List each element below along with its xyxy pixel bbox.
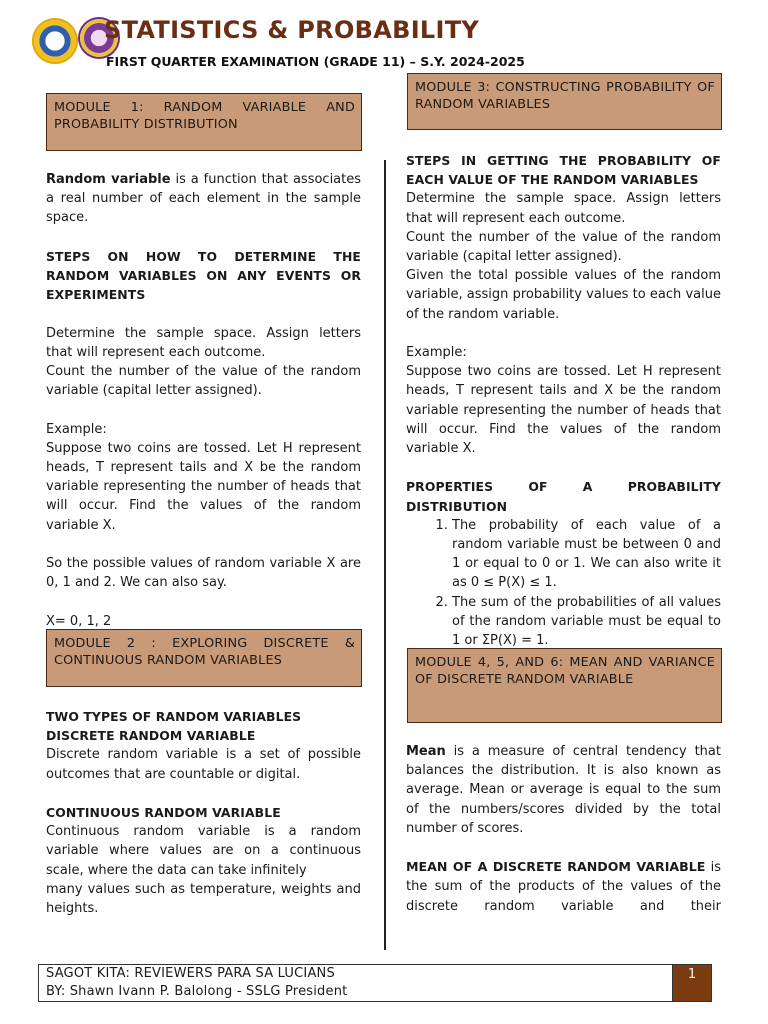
right-column-bottom [406,742,721,916]
footer-line-1: SAGOT KITA: REVIEWERS PARA SA LUCIANS [46,966,335,981]
right-step-1: Determine the sample space. Assign letters that will represent each outcome. [406,191,721,226]
mean-definition: Mean is a measure of central tendency that balances the distribution. It is also known as average. Mean or average is equal to the sum of the numbers/scores divided by the total number of scores. [406,744,721,836]
page-title: STATISTICS & PROBABILITY [104,16,480,44]
module1-title: MODULE 1: RANDOM VARIABLE AND PROBABILITY DISTRIBUTION [54,100,355,132]
steps-heading-right: STEPS IN GETTING THE PROBABILITY OF EACH VALUE OF THE RANDOM VARIABLES [406,153,721,188]
two-types-heading: TWO TYPES OF RANDOM VARIABLES [46,709,302,724]
properties-heading: PROPERTIES OF A PROBABILITY DISTRIBUTION [406,479,721,514]
right-column-top [406,151,721,650]
footer-line-2: BY: Shawn Ivann P. Balolong - SSLG President [46,984,348,999]
left-example-label: Example: [46,421,107,437]
left-column-bottom [46,707,361,918]
right-step-3: Given the total possible values of the random variable, assign probability values to each value of the random variable. [406,268,721,322]
random-variable-term: Random variable [46,172,171,187]
left-column-top [46,170,361,631]
discrete-text: Discrete random variable is a set of possible outcomes that are countable or digital. [46,747,361,782]
module456-title: MODULE 4, 5, AND 6: MEAN AND VARIANCE OF DISCRETE RANDOM VARIABLE [415,655,715,687]
continuous-text-b: many values such as temperature, weights and heights. [46,881,361,917]
left-step-1: Determine the sample space. Assign letters that will represent each outcome. [46,325,361,360]
left-example-text: Suppose two coins are tossed. Let H represent heads, T represent tails and X be the random variable representing the number of heads that will occur. Find the values of the random variable X. [46,440,361,533]
school-seal-logo [34,20,76,62]
property-1: 1. The probability of each value of a random variable must be between 0 and 1 or equal to 0 or 1. We can also write it as 0 ≤ P(X) ≤ 1. [452,516,721,593]
right-step-2: Count the number of the value of the random variable (capital letter assigned). [406,229,721,265]
module2-box [46,629,362,687]
random-variable-definition: Random variable is a function that associates a real number of each element in the sample space. [46,172,362,226]
footer [38,964,712,1002]
module3-box [407,73,722,130]
mean-term: Mean [406,744,446,759]
module456-box [407,648,722,723]
properties-list [406,516,721,650]
steps-heading-left: STEPS ON HOW TO DETERMINE THE RANDOM VARIABLES ON ANY EVENTS OR EXPERIMENTS [46,248,361,303]
module2-title: MODULE 2 : EXPLORING DISCRETE & CONTINUOUS RANDOM VARIABLES [54,636,355,668]
column-divider [384,160,386,950]
page-number: 1 [672,964,712,1002]
possible-values-text: So the possible values of random variable X are 0, 1 and 2. We can also say. [46,556,361,591]
left-step-2: Count the number of the value of the random variable (capital letter assigned). [46,364,361,399]
x-values: X= 0, 1, 2 [46,613,112,629]
continuous-text-a: Continuous random variable is a random variable where values are on a continuous scale, where the data can take infinitely [46,824,361,878]
right-example-label: Example: [406,345,467,361]
discrete-heading: DISCRETE RANDOM VARIABLE [46,728,256,744]
mean-drv-definition: MEAN OF A DISCRETE RANDOM VARIABLE is the sum of the products of the values of the discrete random variable and their [406,859,721,914]
mean-drv-term: MEAN OF A DISCRETE RANDOM VARIABLE [406,859,706,875]
continuous-heading: CONTINUOUS RANDOM VARIABLE [46,805,281,820]
property-2: 2. The sum of the probabilities of all values of the random variable must be equal to 1 or ΣP(X) = 1. [452,593,721,651]
module1-box [46,93,362,151]
module3-title: MODULE 3: CONSTRUCTING PROBABILITY OF RANDOM VARIABLES [415,80,715,112]
page-subtitle: FIRST QUARTER EXAMINATION (GRADE 11) – S.Y. 2024-2025 [106,54,525,69]
right-example-text: Suppose two coins are tossed. Let H represent heads, T represent tails and X be the random variable representing the number of heads that will occur. Find the values of the random variable X. [406,364,721,457]
